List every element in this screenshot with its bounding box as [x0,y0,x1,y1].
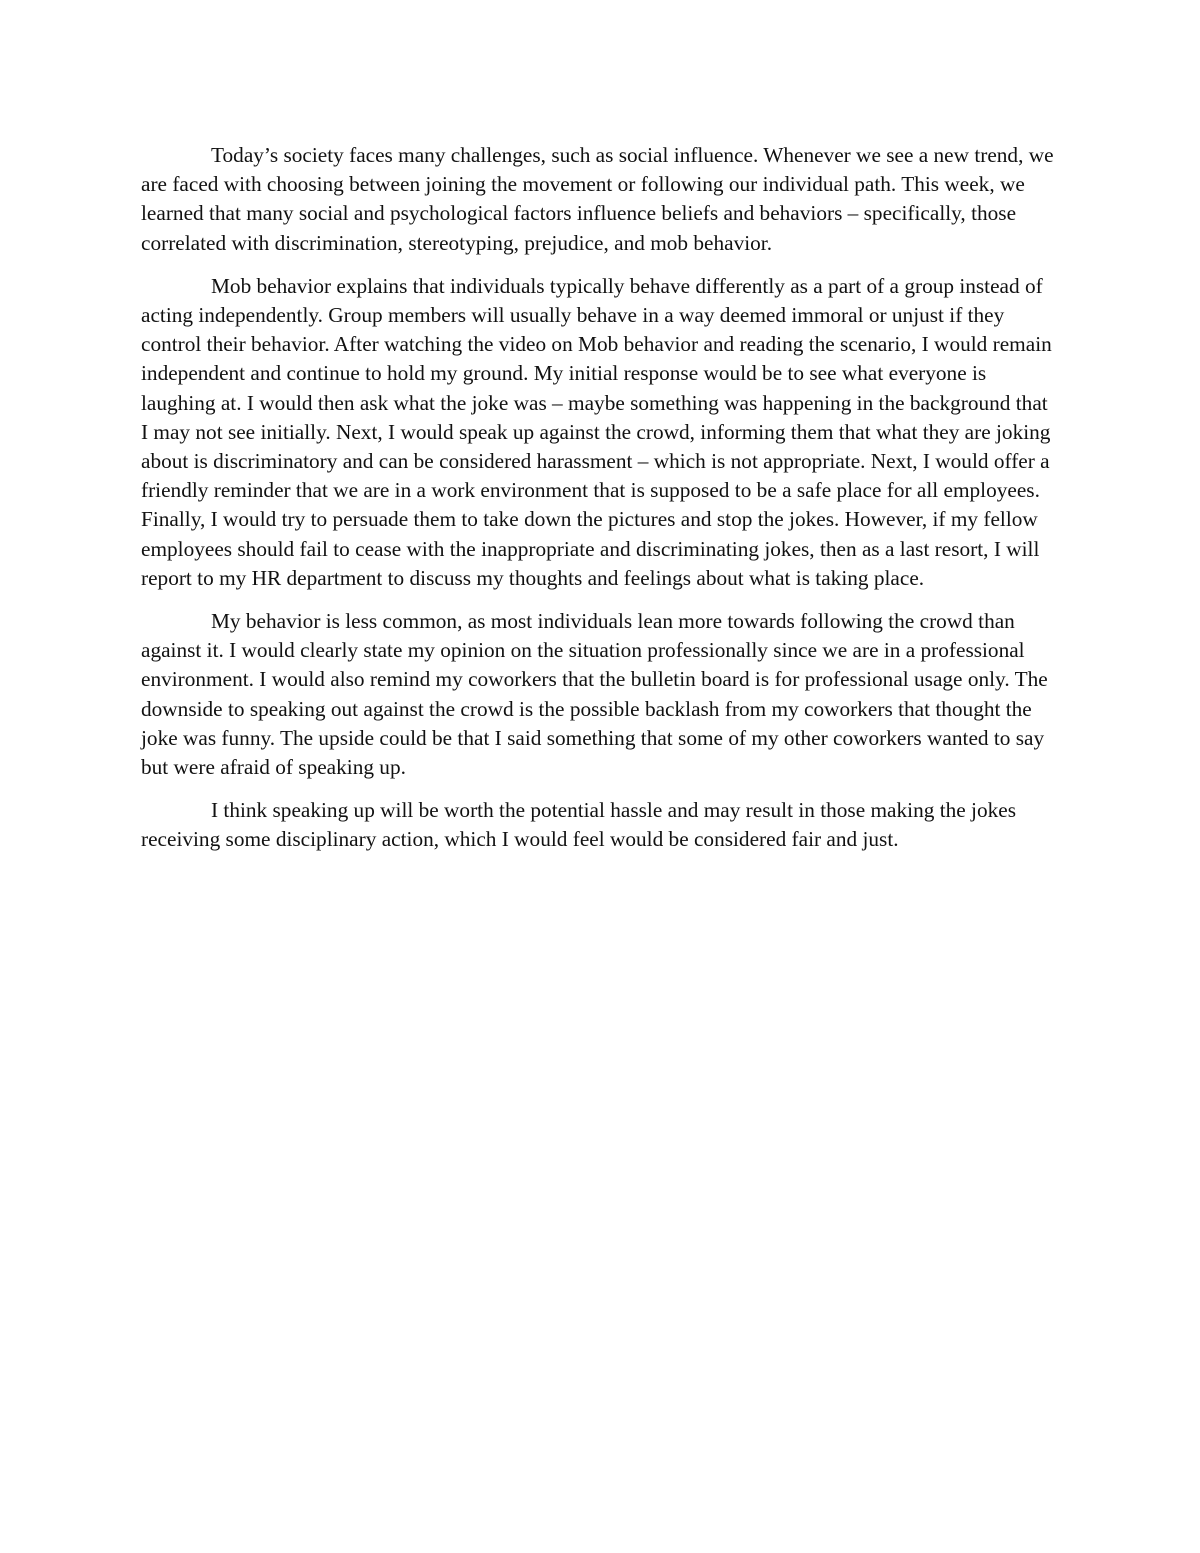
paragraph-conclusion: I think speaking up will be worth the potential hassle and may result in those making the jokes receiving some disciplinary action, which I would feel would be considered fair and just. [141,798,1016,852]
paragraph-intro: Today’s society faces many challenges, such as social influence. Whenever we see a new trend, we are faced with choosing between joining the movement or following our individual path. This week, we learned that many social and psychological factors influence beliefs and behaviors – specifically, those correlated with discrimination, stereotyping, prejudice, and mob behavior. [141,143,1054,255]
paragraph-mob-behavior: Mob behavior explains that individuals typically behave differently as a part of a group instead of acting independently. Group members will usually behave in a way deemed immoral or unjust if they control their behavior. After watching the video on Mob behavior and reading the scenario, I would remain independent and continue to hold my ground. My initial response would be to see what everyone is laughing at. I would then ask what the joke was – maybe something was happening in the background that I may not see initially. Next, I would speak up against the crowd, informing them that what they are joking about is discriminatory and can be considered harassment – which is not appropriate. Next, I would offer a friendly reminder that we are in a work environment that is supposed to be a safe place for all employees. Finally, I would try to persuade them to take down the pictures and stop the jokes. However, if my fellow employees should fail to cease with the inappropriate and discriminating jokes, then as a last resort, I will report to my HR department to discuss my thoughts and feelings about what is taking place. [141,273,1052,590]
document-body [141,141,1059,869]
paragraph-my-behavior: My behavior is less common, as most individuals lean more towards following the crowd than against it. I would clearly state my opinion on the situation professionally since we are in a professional environment. I would also remind my coworkers that the bulletin board is for professional usage only. The downside to speaking out against the crowd is the possible backlash from my coworkers that thought the joke was funny. The upside could be that I said something that some of my other coworkers wanted to say but were afraid of speaking up. [141,609,1048,780]
